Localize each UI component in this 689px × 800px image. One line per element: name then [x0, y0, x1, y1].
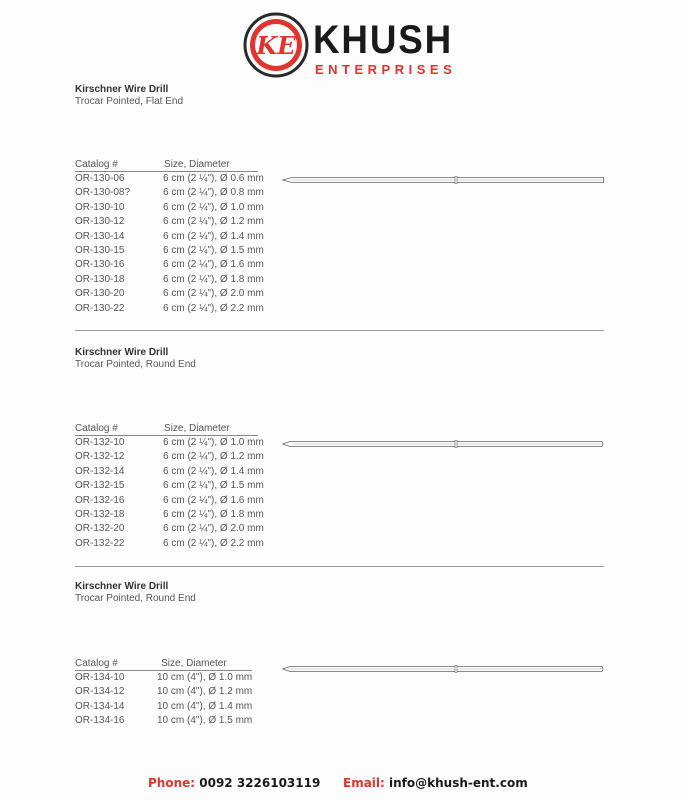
size-diameter: 10 cm (4"), Ø 1.2 mm — [157, 686, 253, 698]
section-title: Kirschner Wire Drill — [75, 84, 169, 95]
col-catalog: Catalog # — [75, 658, 118, 669]
table-row — [75, 671, 252, 685]
section-subtitle: Trocar Pointed, Round End — [75, 359, 196, 370]
catalog-number: OR-130-10 — [75, 201, 125, 213]
catalog-number: OR-130-15 — [75, 244, 125, 256]
table-row — [75, 244, 264, 258]
table-row — [75, 215, 264, 229]
catalog-number: OR-132-12 — [75, 451, 125, 463]
section-title: Kirschner Wire Drill — [75, 347, 169, 358]
section-header-2 — [75, 347, 615, 371]
size-diameter: 6 cm (2 ¼"), Ø 1.4 mm — [163, 465, 264, 477]
table-row — [75, 450, 264, 464]
size-diameter: 10 cm (4"), Ø 1.0 mm — [157, 672, 253, 683]
size-diameter: 6 cm (2 ¼"), Ø 0.6 mm — [163, 173, 264, 184]
table-header — [75, 158, 258, 172]
table-row — [75, 494, 264, 508]
wire-drill-illustration — [282, 440, 604, 448]
catalog-number: OR-132-14 — [75, 465, 125, 477]
catalog-number: OR-132-18 — [75, 508, 125, 520]
size-diameter: 6 cm (2 ¼"), Ø 1.6 mm — [163, 259, 264, 271]
catalog-number: OR-134-12 — [75, 686, 125, 698]
table-row — [75, 685, 252, 699]
table-header — [75, 422, 258, 436]
catalog-number: OR-130-12 — [75, 216, 125, 228]
table-header — [75, 657, 252, 671]
catalog-number: OR-130-08? — [75, 187, 131, 199]
catalog-number: OR-130-16 — [75, 259, 125, 271]
catalog-number: OR-130-22 — [75, 302, 125, 314]
section-title: Kirschner Wire Drill — [75, 581, 169, 592]
table-row — [75, 522, 264, 536]
catalog-number: OR-132-22 — [75, 537, 125, 549]
table-row — [75, 479, 264, 493]
size-diameter: 6 cm (2 ¼"), Ø 2.0 mm — [163, 288, 264, 300]
table-row — [75, 302, 264, 316]
table-row — [75, 537, 264, 551]
table-row — [75, 258, 264, 272]
catalog-table-2 — [75, 422, 264, 551]
size-diameter: 6 cm (2 ¼"), Ø 2.2 mm — [163, 537, 264, 549]
col-size: Size, Diameter — [164, 423, 230, 434]
ke-monogram-icon — [243, 12, 309, 78]
catalog-table-1 — [75, 158, 264, 316]
email-address: info@khush-ent.com — [389, 776, 528, 790]
size-diameter: 10 cm (4"), Ø 1.5 mm — [157, 715, 253, 727]
phone-label: Phone: — [148, 776, 196, 790]
col-size: Size, Diameter — [164, 159, 230, 170]
size-diameter: 6 cm (2 ¼"), Ø 1.2 mm — [163, 216, 264, 228]
size-diameter: 6 cm (2 ¼"), Ø 1.5 mm — [163, 480, 264, 492]
col-size: Size, Diameter — [161, 658, 227, 669]
brand-name: KHUSH — [313, 18, 454, 62]
catalog-number: OR-134-16 — [75, 715, 125, 727]
wire-drill-illustration — [282, 176, 604, 184]
catalog-number: OR-132-15 — [75, 480, 125, 492]
section-header-3 — [75, 581, 615, 605]
section-subtitle: Trocar Pointed, Round End — [75, 593, 196, 604]
size-diameter: 6 cm (2 ¼"), Ø 1.2 mm — [163, 451, 264, 463]
size-diameter: 6 cm (2 ¼"), Ø 1.8 mm — [163, 508, 264, 520]
col-catalog: Catalog # — [75, 159, 118, 170]
size-diameter: 6 cm (2 ¼"), Ø 0.8 mm — [163, 187, 264, 199]
catalog-table-3 — [75, 657, 252, 729]
brand-subtitle: ENTERPRISES — [315, 62, 457, 77]
section-divider — [75, 566, 604, 567]
monogram-text: KE — [256, 31, 296, 60]
phone-contact — [148, 776, 320, 790]
catalog-number: OR-132-16 — [75, 494, 125, 506]
catalog-number: OR-130-06 — [75, 173, 125, 184]
wire-drill-illustration — [282, 665, 604, 673]
brand-logo — [243, 12, 457, 78]
catalog-number: OR-134-10 — [75, 672, 125, 683]
section-header-1 — [75, 84, 615, 108]
email-label: Email: — [343, 776, 385, 790]
catalog-number: OR-134-14 — [75, 700, 125, 712]
email-contact — [343, 776, 528, 790]
size-diameter: 6 cm (2 ¼"), Ø 1.8 mm — [163, 273, 264, 285]
phone-number: 0092 3226103119 — [199, 776, 321, 790]
table-row — [75, 508, 264, 522]
catalog-number: OR-132-20 — [75, 523, 125, 535]
section-subtitle: Trocar Pointed, Flat End — [75, 96, 184, 107]
catalog-number: OR-132-10 — [75, 437, 125, 448]
size-diameter: 6 cm (2 ¼"), Ø 1.6 mm — [163, 494, 264, 506]
table-row — [75, 186, 264, 200]
table-row — [75, 201, 264, 215]
col-catalog: Catalog # — [75, 423, 118, 434]
table-row — [75, 700, 252, 714]
size-diameter: 6 cm (2 ¼"), Ø 1.4 mm — [163, 230, 264, 242]
size-diameter: 6 cm (2 ¼"), Ø 2.0 mm — [163, 523, 264, 535]
table-row — [75, 172, 264, 186]
table-row — [75, 465, 264, 479]
size-diameter: 6 cm (2 ¼"), Ø 1.0 mm — [163, 201, 264, 213]
size-diameter: 6 cm (2 ¼"), Ø 1.0 mm — [163, 437, 264, 448]
size-diameter: 6 cm (2 ¼"), Ø 1.5 mm — [163, 244, 264, 256]
catalog-number: OR-130-18 — [75, 273, 125, 285]
table-row — [75, 287, 264, 301]
section-divider — [75, 330, 604, 331]
catalog-number: OR-130-20 — [75, 288, 125, 300]
table-row — [75, 714, 252, 728]
table-row — [75, 273, 264, 287]
catalog-number: OR-130-14 — [75, 230, 125, 242]
table-row — [75, 230, 264, 244]
size-diameter: 10 cm (4"), Ø 1.4 mm — [157, 700, 253, 712]
size-diameter: 6 cm (2 ¼"), Ø 2.2 mm — [163, 302, 264, 314]
table-row — [75, 436, 264, 450]
